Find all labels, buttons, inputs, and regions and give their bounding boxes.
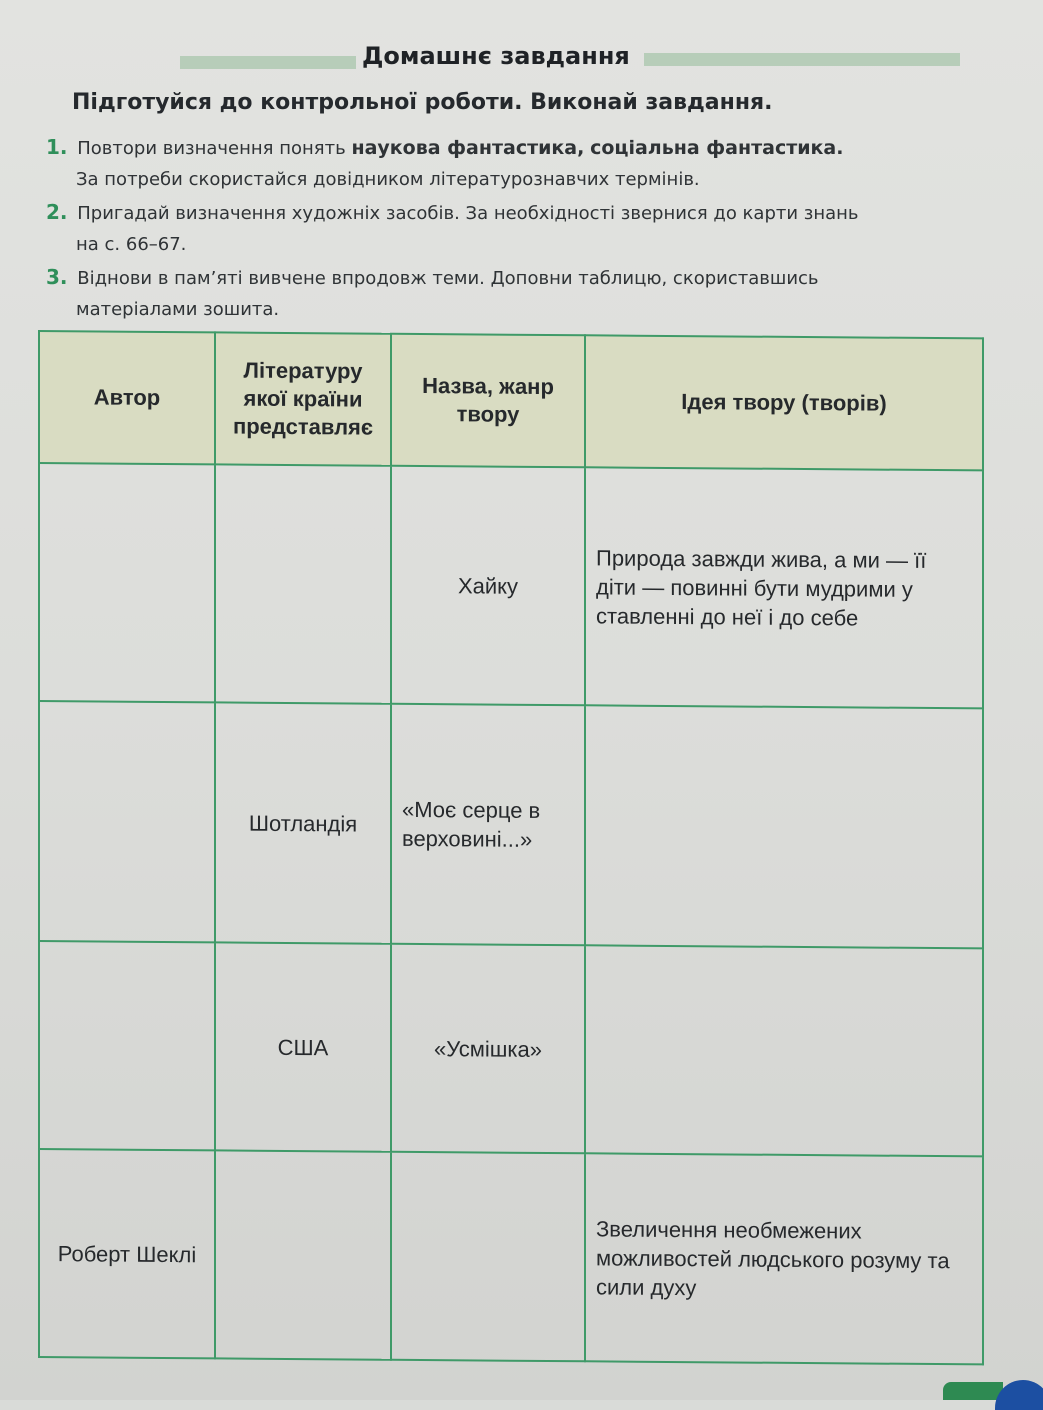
table-row <box>39 1149 983 1364</box>
task-number: 3. <box>46 265 68 289</box>
cell-idea[interactable] <box>585 705 983 948</box>
table-row <box>39 941 983 1156</box>
cell-country[interactable] <box>215 1150 391 1359</box>
cell-idea[interactable] <box>585 945 983 1156</box>
table-row <box>39 701 983 948</box>
cell-title[interactable]: «Моє серце в верховині...» <box>391 704 585 946</box>
task-number: 2. <box>46 200 68 224</box>
task-number: 1. <box>46 135 68 159</box>
cell-country[interactable] <box>215 464 391 703</box>
header-title-genre: Назва, жанр твору <box>391 334 585 468</box>
term-social-fiction: соціальна фантастика <box>590 137 837 159</box>
cell-title[interactable]: «Усмішка» <box>391 944 585 1154</box>
task-2 <box>46 197 981 260</box>
task-3 <box>46 262 981 325</box>
task-text: Повтори визначення понять <box>77 138 346 159</box>
corner-green-tab <box>943 1382 1003 1400</box>
section-title: Домашнє завдання <box>362 42 630 70</box>
task-continuation: матеріалами зошита. <box>76 299 280 320</box>
table-header-row <box>39 331 983 470</box>
cell-author[interactable] <box>39 463 215 702</box>
cell-country[interactable]: Шотландія <box>215 702 391 943</box>
cell-idea[interactable]: Природа завжди жива, а ми — її діти — повинні бути мудрими у ставленні до неї і до себе <box>585 467 983 708</box>
task-continuation: За потреби скористайся довідником літературознавчих термінів. <box>76 169 700 190</box>
header-line-right <box>644 53 960 66</box>
cell-idea[interactable]: Звеличення необмежених можливостей людського розуму та сили духу <box>585 1153 983 1364</box>
table-row <box>39 463 983 708</box>
cell-author[interactable]: Роберт Шеклі <box>39 1149 215 1358</box>
task-1 <box>46 132 981 195</box>
cell-author[interactable] <box>39 701 215 942</box>
term-science-fiction: наукова фантастика <box>351 137 578 159</box>
task-text: Пригадай визначення художніх засобів. За необхідності звернися до карти знань <box>77 203 859 224</box>
page-corner-tab <box>943 1380 1043 1400</box>
cell-title[interactable] <box>391 1152 585 1362</box>
intro-text: Підготуйся до контрольної роботи. Виконай завдання. <box>72 90 773 115</box>
term-separator: , <box>577 137 585 159</box>
literature-table <box>38 330 984 1365</box>
term-end: . <box>836 137 844 159</box>
header-country: Літературу якої країни представляє <box>215 332 391 465</box>
cell-country[interactable]: США <box>215 942 391 1151</box>
header-author: Автор <box>39 331 215 464</box>
header-line-left <box>180 56 356 69</box>
task-continuation: на с. 66–67. <box>76 234 187 255</box>
header-idea: Ідея твору (творів) <box>585 335 983 470</box>
cell-author[interactable] <box>39 941 215 1150</box>
cell-title[interactable]: Хайку <box>391 466 585 706</box>
task-text: Віднови в пам’яті вивчене впродовж теми. Доповни таблицю, скориставшись <box>77 268 819 289</box>
